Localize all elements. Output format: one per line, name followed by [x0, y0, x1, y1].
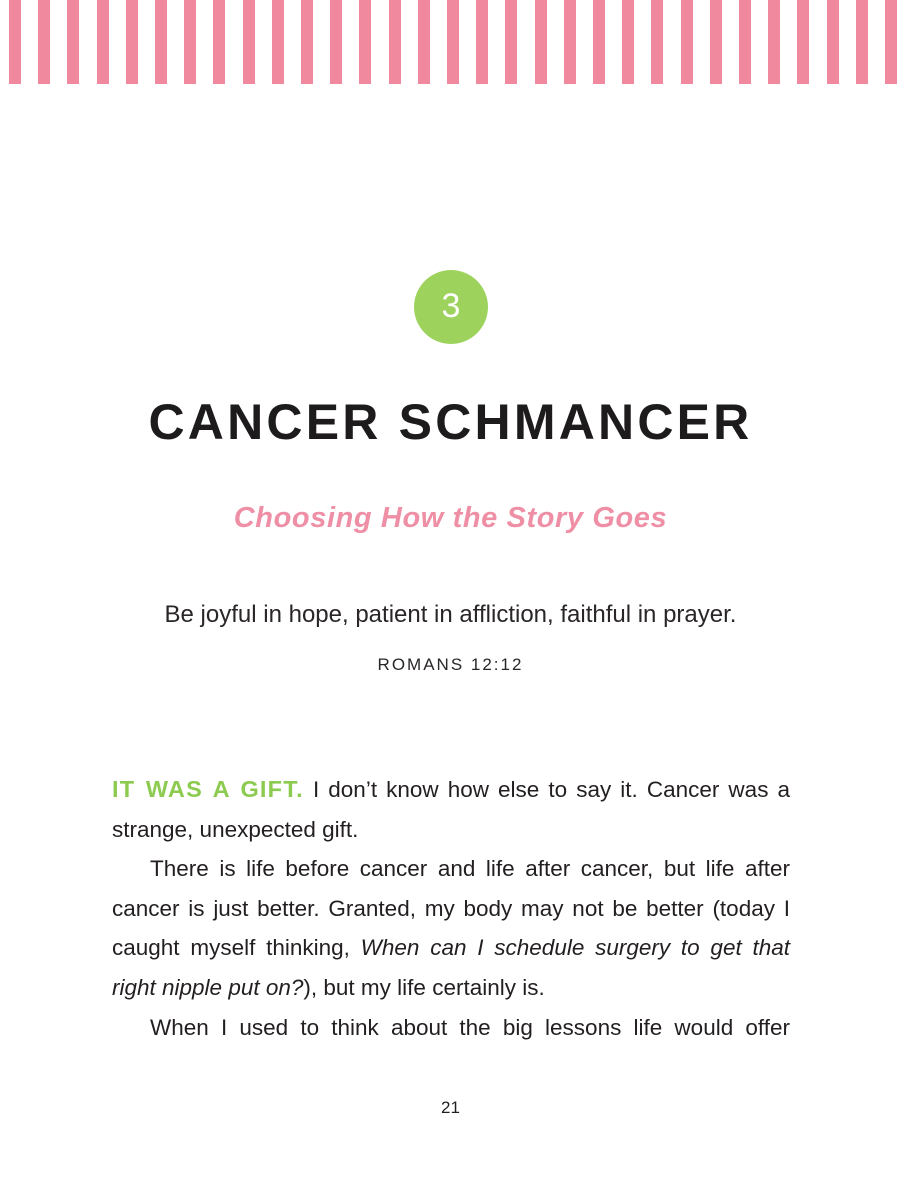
stripe: [330, 0, 342, 84]
stripe: [126, 0, 138, 84]
stripe: [213, 0, 225, 84]
stripe: [535, 0, 547, 84]
stripe: [67, 0, 79, 84]
stripe: [651, 0, 663, 84]
stripe: [885, 0, 897, 84]
stripe: [301, 0, 313, 84]
stripe: [681, 0, 693, 84]
stripe: [797, 0, 809, 84]
stripe: [505, 0, 517, 84]
stripe: [184, 0, 196, 84]
stripe: [38, 0, 50, 84]
stripe: [593, 0, 605, 84]
chapter-title: CANCER SCHMANCER: [148, 394, 753, 450]
chapter-number-badge: [414, 270, 488, 344]
paragraph-1-text: I don’t know how else to say it. Cancer was a strange, unexpected gift.: [112, 777, 791, 842]
stripe: [389, 0, 401, 84]
paragraph-2-text-a: There is life before cancer and life after cancer, but life after cancer is just better. Granted, my body may not be better (today I caught myself thinking,: [112, 856, 790, 961]
stripe: [272, 0, 284, 84]
paragraph-2-text-b: ), but my life certainly is.: [303, 974, 545, 1000]
stripe: [856, 0, 868, 84]
stripe: [622, 0, 634, 84]
body-text: [112, 770, 790, 1047]
epigraph-source: ROMANS 12:12: [377, 655, 524, 674]
stripe: [9, 0, 21, 84]
chapter-subtitle: Choosing How the Story Goes: [233, 502, 668, 534]
paragraph-1: [112, 770, 790, 849]
stripe: [476, 0, 488, 84]
stripe: [418, 0, 430, 84]
paragraph-3-text: When I used to think about the big lessons life would offer: [150, 1014, 790, 1040]
paragraph-2-italic: When can I schedule surgery to get that right nipple put on?: [112, 935, 790, 1000]
stripe: [155, 0, 167, 84]
paragraph-2: [112, 849, 790, 1007]
paragraph-3: [112, 1008, 790, 1048]
stripe: [97, 0, 109, 84]
stripe: [710, 0, 722, 84]
stripe: [564, 0, 576, 84]
epigraph-quote: Be joyful in hope, patient in affliction, faithful in prayer.: [164, 601, 737, 628]
decorative-stripe-border: [0, 0, 901, 84]
stripe: [359, 0, 371, 84]
stripe: [739, 0, 751, 84]
stripe: [243, 0, 255, 84]
page-number: 21: [441, 1098, 460, 1117]
stripe: [827, 0, 839, 84]
stripe: [768, 0, 780, 84]
stripe: [447, 0, 459, 84]
lead-in-text: IT WAS A GIFT.: [112, 776, 304, 802]
chapter-number: 3: [441, 287, 461, 325]
